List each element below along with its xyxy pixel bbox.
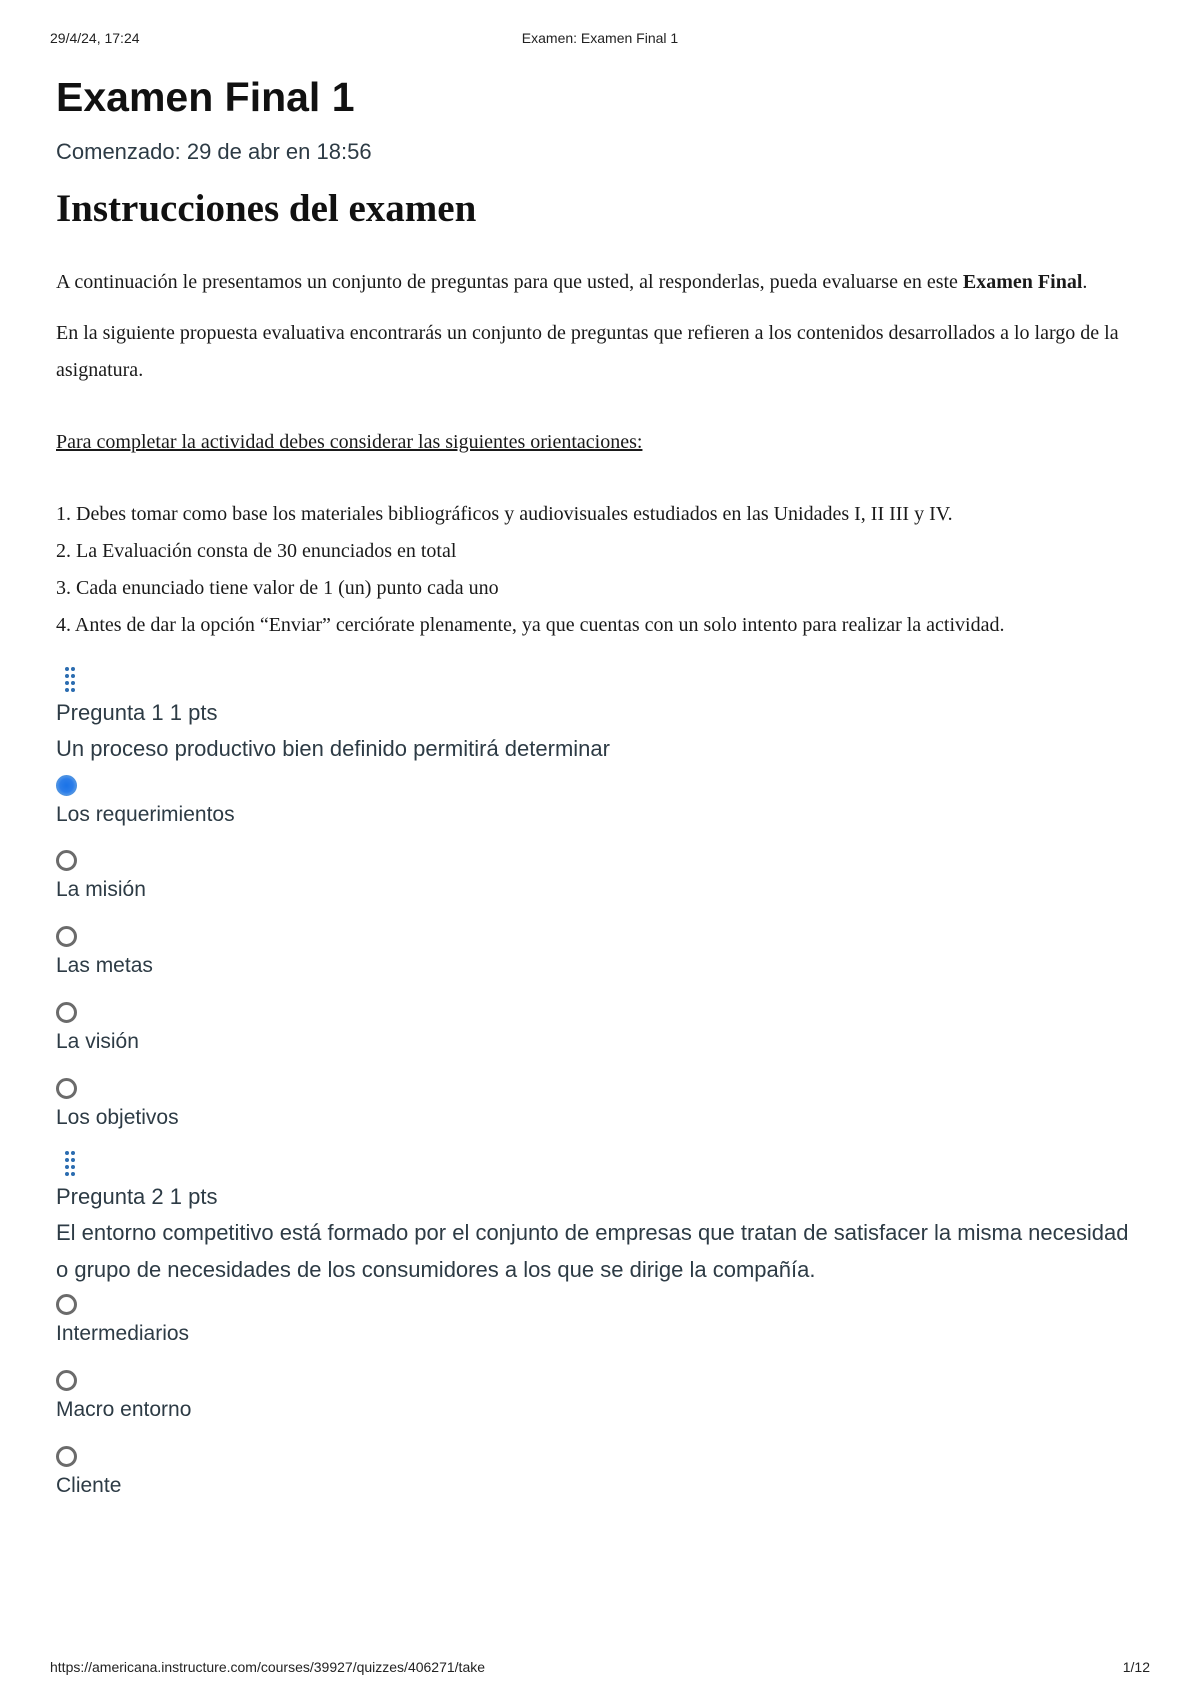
radio-icon[interactable] xyxy=(56,1078,77,1099)
print-date: 29/4/24, 17:24 xyxy=(50,30,140,46)
answer-option[interactable] xyxy=(56,775,1146,829)
radio-selected-icon[interactable] xyxy=(56,775,77,796)
answer-label: La misión xyxy=(56,878,146,901)
question-2 xyxy=(56,1148,1146,1500)
answer-option[interactable] xyxy=(56,850,1146,904)
instructions-description: En la siguiente propuesta evaluativa encontrarás un conjunto de preguntas que refieren a los contenidos desarrollados a lo largo de la asignatura. xyxy=(56,322,1119,381)
radio-icon[interactable] xyxy=(56,1002,77,1023)
answer-label: Cliente xyxy=(56,1474,122,1497)
answer-option[interactable] xyxy=(56,1446,1146,1500)
answer-label: Las metas xyxy=(56,954,153,977)
radio-icon[interactable] xyxy=(56,1446,77,1467)
radio-icon[interactable] xyxy=(56,1370,77,1391)
instructions-list xyxy=(56,496,1146,644)
radio-icon[interactable] xyxy=(56,926,77,947)
instructions-list-item: 2. La Evaluación consta de 30 enunciados en total xyxy=(56,540,457,562)
radio-icon[interactable] xyxy=(56,1294,77,1315)
quiz-title: Examen Final 1 xyxy=(56,74,355,120)
quiz-content xyxy=(56,72,1146,1500)
quiz-started-at: Comenzado: 29 de abr en 18:56 xyxy=(56,139,372,164)
radio-icon[interactable] xyxy=(56,850,77,871)
instructions-orientations-title: Para completar la actividad debes considerar las siguientes orientaciones: xyxy=(56,431,643,453)
print-url: https://americana.instructure.com/courses/39927/quizzes/406271/take xyxy=(50,1659,486,1675)
answer-label: Los objetivos xyxy=(56,1106,179,1129)
answer-label: La visión xyxy=(56,1030,139,1053)
answer-option[interactable] xyxy=(56,1370,1146,1424)
drag-handle-icon[interactable] xyxy=(62,664,82,694)
question-header: Pregunta 2 1 pts xyxy=(56,1184,218,1209)
question-text: Un proceso productivo bien definido permitirá determinar xyxy=(56,736,610,761)
instructions-list-item: 3. Cada enunciado tiene valor de 1 (un) punto cada uno xyxy=(56,577,499,599)
print-header xyxy=(50,30,1150,50)
question-header: Pregunta 1 1 pts xyxy=(56,700,218,725)
question-1 xyxy=(56,664,1146,1132)
answer-label: Macro entorno xyxy=(56,1398,192,1421)
instructions-intro-end: . xyxy=(1082,271,1088,293)
instructions-intro xyxy=(56,264,1146,301)
question-text: El entorno competitivo está formado por el conjunto de empresas que tratan de satisfacer la misma necesidad o grupo de necesidades de los consumidores a los que se dirige la compañía. xyxy=(56,1220,1129,1282)
instructions-intro-text: A continuación le presentamos un conjunto de preguntas para que usted, al responderlas, pueda evaluarse en este xyxy=(56,271,963,293)
answer-option[interactable] xyxy=(56,926,1146,980)
answer-label: Los requerimientos xyxy=(56,803,235,826)
instructions-body xyxy=(56,264,1146,644)
print-footer xyxy=(50,1659,1150,1679)
instructions-intro-bold: Examen Final xyxy=(962,271,1083,293)
instructions-list-item: 4. Antes de dar la opción “Enviar” cerciórate plenamente, ya que cuentas con un solo intento para realizar la actividad. xyxy=(56,614,1005,636)
answer-option[interactable] xyxy=(56,1078,1146,1132)
print-document-title: Examen: Examen Final 1 xyxy=(521,30,679,46)
instructions-list-item: 1. Debes tomar como base los materiales bibliográficos y audiovisuales estudiados en las Unidades I, II III y IV. xyxy=(56,503,953,525)
page-number: 1/12 xyxy=(1122,1659,1150,1675)
answer-option[interactable] xyxy=(56,1002,1146,1056)
answer-option[interactable] xyxy=(56,1294,1146,1348)
drag-handle-icon[interactable] xyxy=(62,1148,82,1178)
answer-label: Intermediarios xyxy=(56,1322,190,1345)
instructions-heading: Instrucciones del examen xyxy=(56,187,477,230)
